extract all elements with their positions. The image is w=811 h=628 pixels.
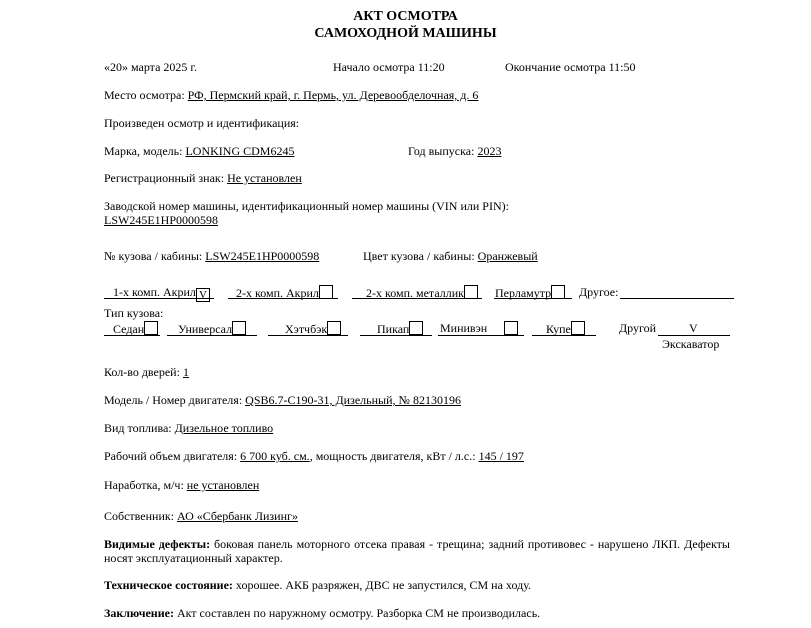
body-type-label: Тип кузова: xyxy=(104,306,164,320)
paint-other-label: Другое: xyxy=(579,285,619,299)
condition-label: Техническое состояние: xyxy=(104,578,233,592)
body-pickup-label: Пикап xyxy=(377,322,410,336)
owner-label: Собственник: xyxy=(104,509,175,523)
condition-row xyxy=(104,578,531,592)
inspection-date: «20» марта 2025 г. xyxy=(104,60,197,74)
owner-value: АО «Сбербанк Лизинг» xyxy=(177,509,298,523)
reg-value: Не установлен xyxy=(227,171,302,185)
reg-row xyxy=(104,171,302,185)
reg-label: Регистрационный знак: xyxy=(104,171,225,185)
body-minivan-checkbox[interactable] xyxy=(504,321,518,335)
body-other-label: Другой xyxy=(619,321,657,335)
paint-acrylic-2-label: 2-х комп. Акрил xyxy=(236,286,319,300)
defects-label: Видимые дефекты: xyxy=(104,537,211,551)
place-value: РФ, Пермский край, г. Пермь, ул. Деревообделочная, д. 6 xyxy=(187,88,479,102)
body-color-row xyxy=(363,249,538,263)
defects-paragraph xyxy=(104,537,730,565)
conclusion-row xyxy=(104,606,540,620)
body-hatchback-checkbox[interactable] xyxy=(327,321,341,335)
doors-value: 1 xyxy=(182,365,189,379)
paint-acrylic-1-label: 1-х комп. Акрил xyxy=(113,285,196,299)
paint-acrylic-1-checkbox[interactable]: V xyxy=(196,288,210,302)
brand-value: LONKING CDM6245 xyxy=(185,144,295,158)
body-underline-minivan xyxy=(438,335,524,336)
paint-acrylic-2-checkbox[interactable] xyxy=(319,285,333,299)
place-label: Место осмотра: xyxy=(104,88,185,102)
body-universal-checkbox[interactable] xyxy=(232,321,246,335)
volume-row xyxy=(104,449,524,463)
volume-label: Рабочий объем двигателя: xyxy=(104,449,238,463)
body-number-value: LSW245E1HP0000598 xyxy=(205,249,320,263)
doors-label: Кол-во дверей: xyxy=(104,365,180,379)
body-coupe-label: Купе xyxy=(546,322,571,336)
owner-row xyxy=(104,509,298,523)
paint-pearl-label: Перламутр xyxy=(495,286,552,300)
fuel-label: Вид топлива: xyxy=(104,421,172,435)
body-number-row xyxy=(104,249,319,263)
power-label: , мощность двигателя, кВт / л.с.: xyxy=(309,449,476,463)
body-other-line[interactable] xyxy=(658,335,730,336)
produced-text: Произведен осмотр и идентификация: xyxy=(104,116,300,130)
body-pickup xyxy=(377,321,423,336)
paint-other-line[interactable] xyxy=(620,298,734,299)
body-sedan-label: Седан xyxy=(113,322,145,336)
power-value: 145 / 197 xyxy=(478,449,524,463)
conclusion-label: Заключение: xyxy=(104,606,174,620)
body-color-label: Цвет кузова / кабины: xyxy=(363,249,475,263)
place-row xyxy=(104,88,478,102)
body-coupe-checkbox[interactable] xyxy=(571,321,585,335)
title-line-2: САМОХОДНОЙ МАШИНЫ xyxy=(314,26,497,41)
body-coupe xyxy=(546,321,585,336)
body-universal xyxy=(178,321,246,336)
paint-pearl-checkbox[interactable] xyxy=(551,285,565,299)
condition-text: хорошее. АКБ разряжен, ДВС не запустился, СМ на ходу. xyxy=(235,578,532,592)
paint-metallic-label: 2-х комп. металлик xyxy=(366,286,464,300)
fuel-value: Дизельное топливо xyxy=(174,421,274,435)
brand-label: Марка, модель: xyxy=(104,144,183,158)
title-line-1: АКТ ОСМОТРА xyxy=(353,9,458,24)
year-label: Год выпуска: xyxy=(408,144,475,158)
inspection-end: Окончание осмотра 11:50 xyxy=(505,60,636,74)
paint-metallic xyxy=(366,285,478,300)
brand-row xyxy=(104,144,294,158)
body-sedan-checkbox[interactable] xyxy=(144,321,158,335)
paint-pearl xyxy=(495,285,565,300)
engine-row xyxy=(104,393,461,407)
paint-acrylic-1 xyxy=(113,285,210,302)
body-hatchback xyxy=(285,321,341,336)
hours-row xyxy=(104,478,259,492)
hours-label: Наработка, м/ч: xyxy=(104,478,184,492)
paint-acrylic-2 xyxy=(236,285,333,300)
body-other-value: Экскаватор xyxy=(662,337,720,351)
body-sedan xyxy=(113,321,158,336)
body-pickup-checkbox[interactable] xyxy=(409,321,423,335)
year-row xyxy=(408,144,501,158)
year-value: 2023 xyxy=(477,144,502,158)
body-other-mark: V xyxy=(689,321,698,335)
engine-value: QSB6.7-C190-31, Дизельный, № 82130196 xyxy=(245,393,461,407)
volume-value: 6 700 куб. см. xyxy=(240,449,310,463)
hours-value: не установлен xyxy=(186,478,260,492)
body-number-label: № кузова / кабины: xyxy=(104,249,203,263)
defects-text: боковая панель моторного отсека правая - трещина; задний противовес - нарушено ЛКП. Дефекты носят эксплуатационный характер. xyxy=(104,537,730,565)
paint-metallic-checkbox[interactable] xyxy=(464,285,478,299)
vin-label: Заводской номер машины, идентификационный номер машины (VIN или PIN): xyxy=(104,199,509,213)
body-hatchback-label: Хэтчбэк xyxy=(285,322,328,336)
body-minivan xyxy=(440,321,487,335)
vin-value: LSW245E1HP0000598 xyxy=(104,213,218,227)
fuel-row xyxy=(104,421,273,435)
inspection-start: Начало осмотра 11:20 xyxy=(333,60,445,74)
body-color-value: Оранжевый xyxy=(477,249,538,263)
body-universal-label: Универсал xyxy=(178,322,233,336)
engine-label: Модель / Номер двигателя: xyxy=(104,393,243,407)
body-minivan-label: Минивэн xyxy=(440,321,488,335)
doors-row xyxy=(104,365,189,379)
document-title xyxy=(0,8,811,42)
conclusion-text: Акт составлен по наружному осмотру. Разборка СМ не производилась. xyxy=(176,606,541,620)
